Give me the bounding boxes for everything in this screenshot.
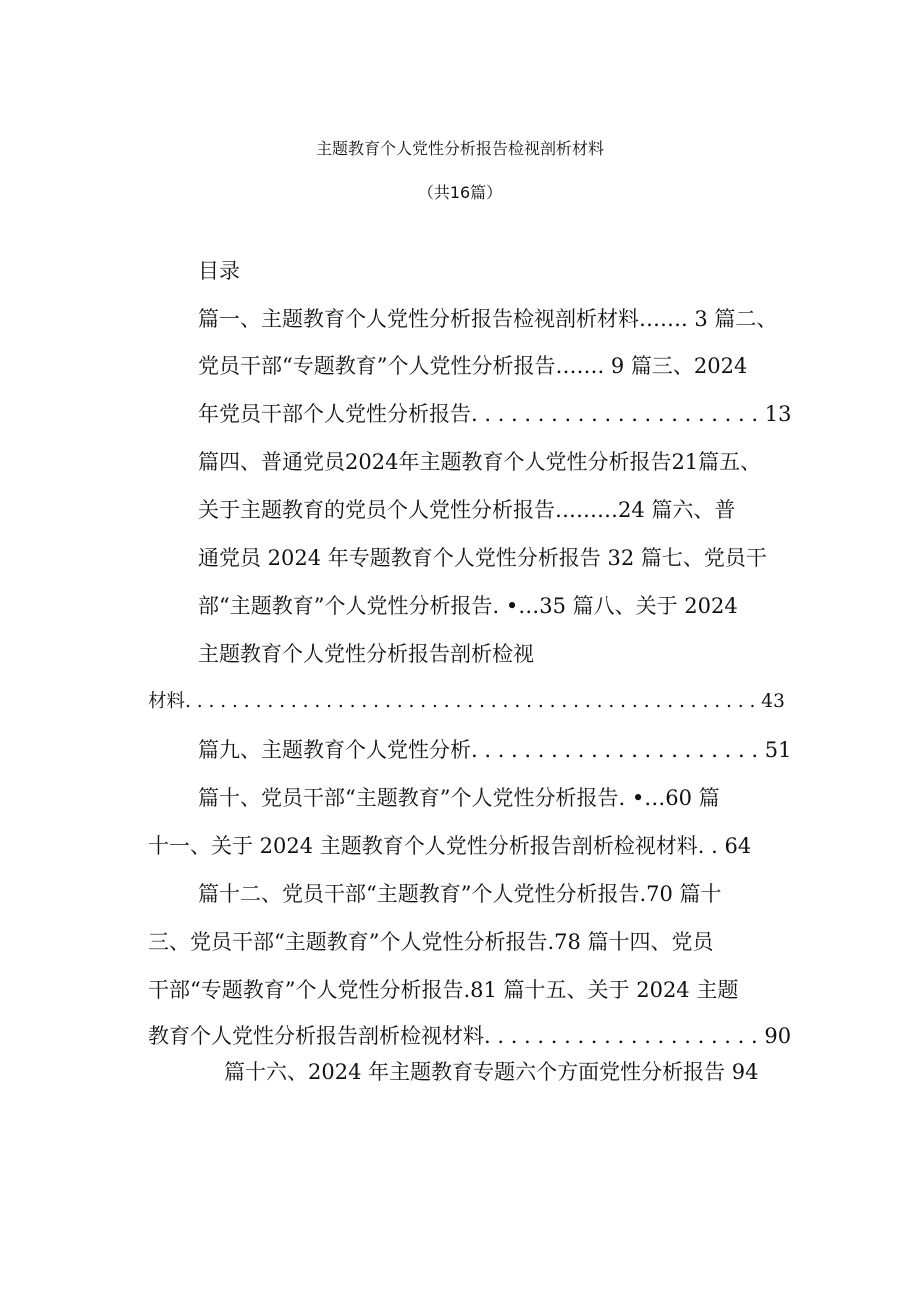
toc-line: 篇九、主题教育个人党性分析. . . . . . . . . . . . . . . . . . . . . . 51 — [198, 738, 792, 762]
toc-line: 篇十、党员干部“主题教育”个人党性分析报告. •…60 篇 — [198, 786, 720, 810]
toc-heading: 目录 — [198, 259, 240, 283]
toc-line: 篇四、普通党员2024年主题教育个人党性分析报告21篇五、 — [198, 450, 762, 474]
toc-line: 党员干部“专题教育”个人党性分析报告……. 9 篇三、2024 — [198, 354, 748, 378]
toc-line: 年党员干部个人党性分析报告. . . . . . . . . . . . . . . . . . . . . . 13 — [198, 402, 792, 426]
toc-line: 篇十六、2024 年主题教育专题六个方面党性分析报告 94 — [224, 1060, 759, 1084]
toc-line: 主题教育个人党性分析报告剖析检视 — [198, 642, 534, 666]
document-subtitle: （共16篇） — [417, 183, 503, 202]
toc-line: 通党员 2024 年专题教育个人党性分析报告 32 篇七、党员干 — [198, 546, 767, 570]
toc-line: 篇十二、党员干部“主题教育”个人党性分析报告.70 篇十 — [198, 882, 722, 906]
toc-line: 三、党员干部“主题教育”个人党性分析报告.78 篇十四、党员 — [148, 930, 714, 954]
toc-line: 十一、关于 2024 主题教育个人党性分析报告剖析检视材料. . 64 — [148, 834, 752, 858]
toc-line: 关于主题教育的党员个人党性分析报告………24 篇六、普 — [198, 498, 736, 522]
toc-line: 篇一、主题教育个人党性分析报告检视剖析材料……. 3 篇二、 — [198, 307, 778, 331]
toc-line: 干部“专题教育”个人党性分析报告.81 篇十五、关于 2024 主题 — [148, 978, 739, 1002]
toc-line: 教育个人党性分析报告剖析检视材料. . . . . . . . . . . . . . . . . . . . . 90 — [148, 1024, 792, 1048]
toc-line: 材料. . . . . . . . . . . . . . . . . . . . . . . . . . . . . . . . . . . . . . . . . . . . . . . . . 43 — [148, 691, 785, 712]
document-title: 主题教育个人党性分析报告检视剖析材料 — [315, 139, 604, 158]
toc-line: 部“主题教育”个人党性分析报告. •…35 篇八、关于 2024 — [198, 594, 738, 618]
